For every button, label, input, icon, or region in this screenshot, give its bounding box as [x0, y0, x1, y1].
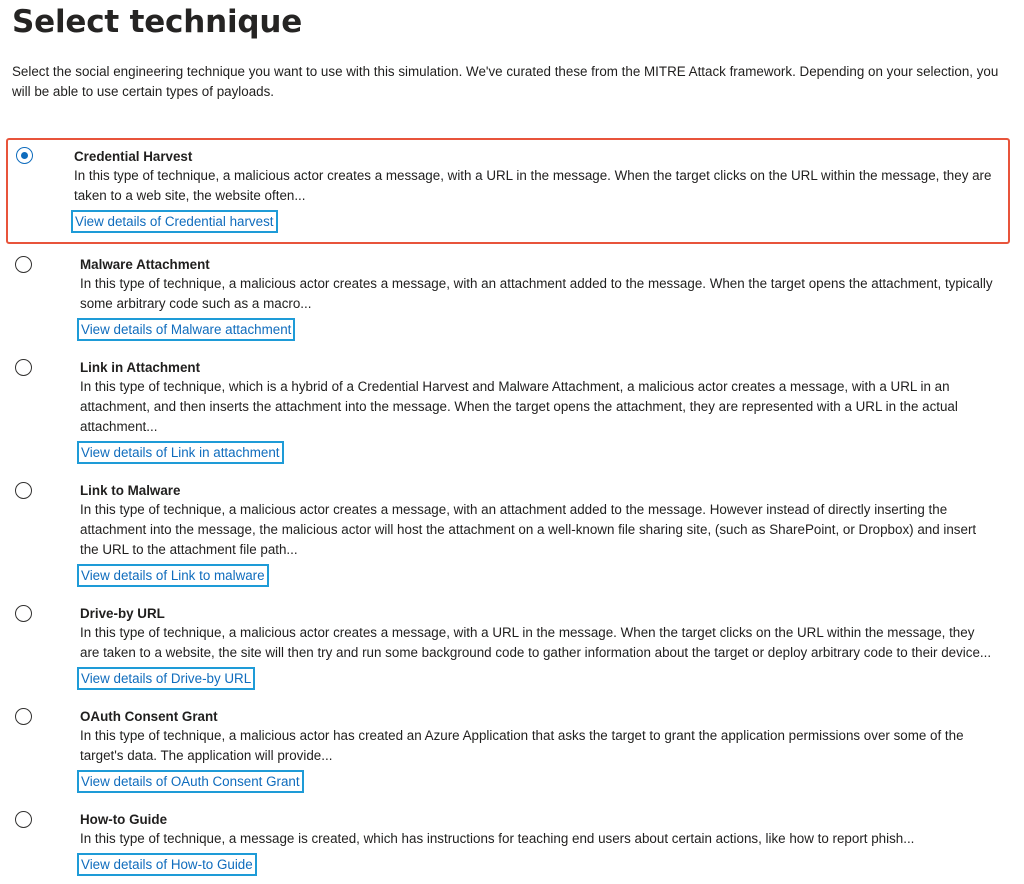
radio-button[interactable] [15, 256, 32, 273]
technique-option-oauth-consent-grant[interactable] [6, 698, 1010, 801]
page-intro: Select the social engineering technique you want to use with this simulation. We've curated these from the MITRE Attack framework. Depending on your selection, you will be able to use certain types of payloads. [12, 64, 999, 99]
view-details-link[interactable]: View details of Credential harvest [71, 210, 278, 233]
technique-title: Malware Attachment [80, 257, 210, 272]
technique-option-credential-harvest[interactable] [6, 138, 1010, 244]
view-details-link[interactable]: View details of Link in attachment [77, 441, 284, 464]
view-details-link[interactable]: View details of OAuth Consent Grant [77, 770, 304, 793]
technique-title: Credential Harvest [74, 149, 193, 164]
technique-description: In this type of technique, a malicious actor creates a message, with a URL in the message. When the target clicks on the URL within the message, they are taken to a web site, the website often... [74, 168, 992, 203]
radio-button[interactable] [15, 482, 32, 499]
radio-button[interactable] [15, 605, 32, 622]
technique-title: OAuth Consent Grant [80, 709, 218, 724]
technique-title: Link to Malware [80, 483, 181, 498]
view-details-link[interactable]: View details of Drive-by URL [77, 667, 255, 690]
technique-description: In this type of technique, a malicious actor creates a message, with an attachment added to the message. When the target opens the attachment, typically some arbitrary code such as a macro... [80, 276, 993, 311]
technique-title: Drive-by URL [80, 606, 165, 621]
technique-option-link-to-malware[interactable] [6, 472, 1010, 595]
technique-description: In this type of technique, a message is created, which has instructions for teaching end users about certain actions, like how to report phish... [80, 831, 915, 846]
technique-option-link-in-attachment[interactable] [6, 349, 1010, 472]
technique-radio-group [0, 138, 1024, 884]
technique-description: In this type of technique, a malicious actor has created an Azure Application that asks the target to grant the application permissions over some of the target's data. The application will provide... [80, 728, 964, 763]
view-details-link[interactable]: View details of Malware attachment [77, 318, 295, 341]
view-details-link[interactable]: View details of Link to malware [77, 564, 269, 587]
radio-dot-icon [21, 152, 28, 159]
technique-option-drive-by-url[interactable] [6, 595, 1010, 698]
technique-title: Link in Attachment [80, 360, 201, 375]
view-details-link[interactable]: View details of How-to Guide [77, 853, 257, 876]
page-title: Select technique [12, 4, 303, 40]
technique-option-how-to-guide[interactable] [6, 801, 1010, 884]
technique-title: How-to Guide [80, 812, 168, 827]
radio-button-selected[interactable] [16, 147, 33, 164]
radio-button[interactable] [15, 708, 32, 725]
technique-description: In this type of technique, a malicious actor creates a message, with an attachment added to the message. However instead of directly inserting the attachment into the message, the malicious actor will host the attachment on a well-known file sharing site, (such as SharePoint, or Dropbox) and insert the URL to the attachment file path... [80, 502, 977, 557]
technique-option-malware-attachment[interactable] [6, 246, 1010, 349]
technique-description: In this type of technique, which is a hybrid of a Credential Harvest and Malware Attachment, a malicious actor creates a message, with a URL in an attachment, and then inserts the attachment into the message. When the target opens the attachment, they are represented with a URL in the actual attachment... [80, 379, 958, 434]
radio-button[interactable] [15, 811, 32, 828]
radio-button[interactable] [15, 359, 32, 376]
technique-description: In this type of technique, a malicious actor creates a message, with a URL in the message. When the target clicks on the URL within the message, they are taken to a website, the site will then try and run some background code to gather information about the target or deploy arbitrary code to their device... [80, 625, 992, 660]
